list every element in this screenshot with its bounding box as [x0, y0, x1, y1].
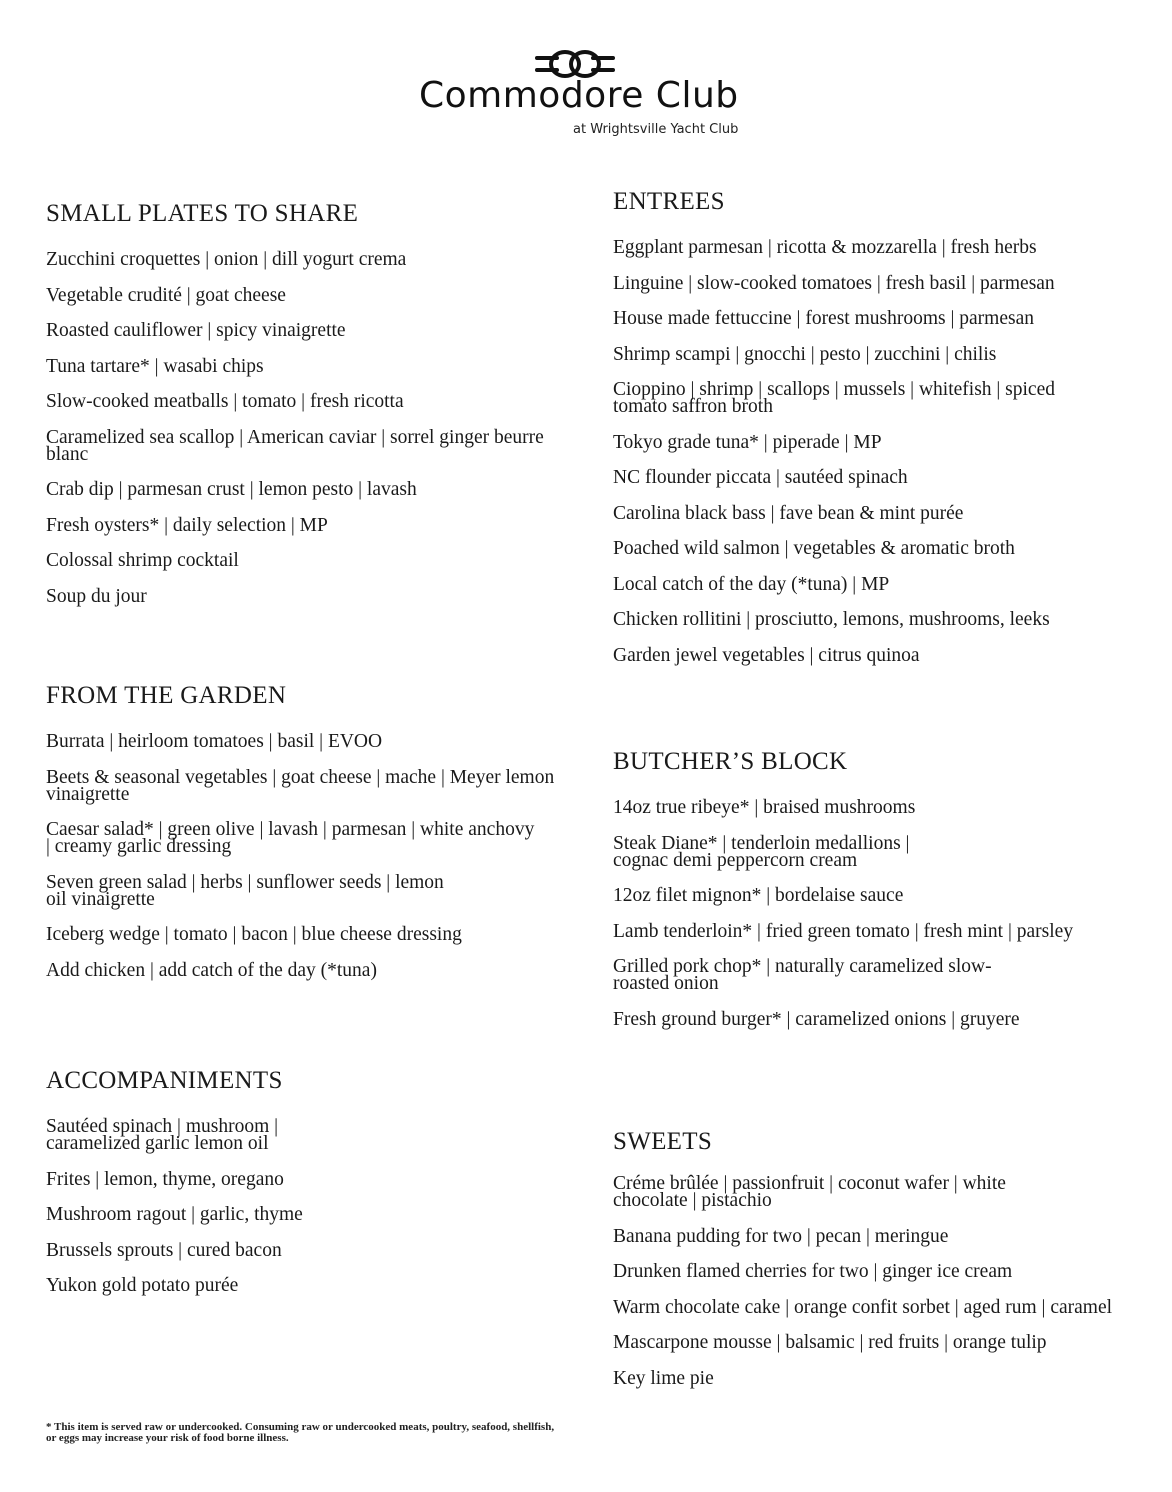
menu-item: Slow-cooked meatballs | tomato | fresh ricotta [46, 391, 404, 412]
menu-item: 12oz filet mignon* | bordelaise sauce [613, 885, 904, 906]
menu-item: Garden jewel vegetables | citrus quinoa [613, 644, 920, 666]
menu-item: Banana pudding for two | pecan | meringue [613, 1225, 949, 1247]
menu-item: Brussels sprouts | cured bacon [46, 1239, 282, 1261]
menu-item: Zucchini croquettes | onion | dill yogurt crema [46, 249, 407, 270]
menu-item: Yukon gold potato purée [46, 1275, 239, 1296]
section-sweets [613, 1128, 1133, 1404]
menu-item: Carolina black bass | fave bean & mint purée [613, 502, 964, 524]
menu-item: 14oz true ribeye* | braised mushrooms [613, 797, 916, 818]
menu-item: Warm chocolate cake | orange confit sorbet | aged rum | caramel [613, 1296, 1113, 1318]
menu-item: Frites | lemon, thyme, oregano [46, 1168, 284, 1190]
menu-item: Fresh oysters* | daily selection | MP [46, 514, 328, 536]
header [0, 40, 1172, 150]
menu-item: Mascarpone mousse | balsamic | red fruits | orange tulip [613, 1332, 1047, 1353]
menu-item: NC flounder piccata | sautéed spinach [613, 467, 908, 488]
menu-item: Burrata | heirloom tomatoes | basil | EVOO [46, 731, 383, 752]
menu-item: Iceberg wedge | tomato | bacon | blue cheese dressing [46, 924, 462, 945]
menu-item: Key lime pie [613, 1367, 714, 1389]
menu-item: Colossal shrimp cocktail [46, 550, 239, 571]
menu-item: Cioppino | shrimp | scallops | mussels | whitefish | spiced tomato saffron broth [613, 379, 1055, 417]
menu-item: Shrimp scampi | gnocchi | pesto | zucchini | chilis [613, 343, 997, 365]
menu-item: Créme brûlée | passionfruit | coconut wafer | white chocolate | pistachio [613, 1173, 1006, 1211]
section-title: SMALL PLATES TO SHARE [46, 200, 359, 227]
brand-name: Commodore Club [419, 75, 739, 116]
menu-item: Local catch of the day (*tuna) | MP [613, 573, 890, 595]
menu-item: Vegetable crudité | goat cheese [46, 284, 286, 306]
section-entrees [613, 188, 1133, 681]
menu-item: Fresh ground burger* | caramelized onions | gruyere [613, 1008, 1020, 1030]
menu-item: Caramelized sea scallop | American caviar | sorrel ginger beurre blanc [46, 426, 544, 465]
section-butchers-block [613, 748, 1133, 1045]
section-title: ENTREES [613, 188, 725, 215]
menu-item: Beets & seasonal vegetables | goat cheese | mache | Meyer lemon vinaigrette [46, 766, 555, 805]
menu-item: Seven green salad | herbs | sunflower seeds | lemon oil vinaigrette [46, 871, 444, 910]
section-title: SWEETS [613, 1128, 713, 1155]
menu-item: Poached wild salmon | vegetables & aromatic broth [613, 538, 1015, 559]
menu-item: Lamb tenderloin* | fried green tomato | fresh mint | parsley [613, 920, 1074, 942]
section-title: BUTCHER’S BLOCK [613, 748, 848, 775]
menu-item: Linguine | slow-cooked tomatoes | fresh basil | parmesan [613, 272, 1055, 294]
raw-food-disclaimer: * This item is served raw or undercooked. Consuming raw or undercooked meats, poultry, seafood, shellfish, or eggs may increase your risk of food borne illness. [46, 1421, 555, 1444]
menu-item: Chicken rollitini | prosciutto, lemons, mushrooms, leeks [613, 609, 1050, 630]
menu-item: Eggplant parmesan | ricotta & mozzarella | fresh herbs [613, 237, 1037, 258]
menu-item: Drunken flamed cherries for two | ginger ice cream [613, 1261, 1013, 1282]
section-accompaniments [46, 1067, 566, 1312]
menu-item: Add chicken | add catch of the day (*tuna) [46, 959, 377, 981]
menu-item: Steak Diane* | tenderloin medallions | cognac demi peppercorn cream [613, 832, 910, 871]
menu-item: Soup du jour [46, 585, 147, 607]
menu-item: House made fettuccine | forest mushrooms | parmesan [613, 308, 1034, 329]
menu-item: Caesar salad* | green olive | lavash | parmesan | white anchovy | creamy garlic dressing [46, 819, 535, 857]
menu-item: Roasted cauliflower | spicy vinaigrette [46, 320, 346, 341]
section-title: FROM THE GARDEN [46, 682, 287, 709]
section-from-the-garden [46, 682, 566, 996]
menu-item: Tuna tartare* | wasabi chips [46, 355, 264, 377]
section-title: ACCOMPANIMENTS [46, 1067, 283, 1094]
brand-subtitle: at Wrightsville Yacht Club [573, 122, 739, 137]
menu-item: Tokyo grade tuna* | piperade | MP [613, 431, 882, 453]
menu-item: Sautéed spinach | mushroom | caramelized garlic lemon oil [46, 1116, 279, 1154]
menu-item: Crab dip | parmesan crust | lemon pesto | lavash [46, 479, 417, 500]
menu-item: Mushroom ragout | garlic, thyme [46, 1204, 303, 1225]
section-small-plates [46, 200, 566, 622]
menu-item: Grilled pork chop* | naturally caramelized slow-roasted onion [613, 956, 992, 994]
